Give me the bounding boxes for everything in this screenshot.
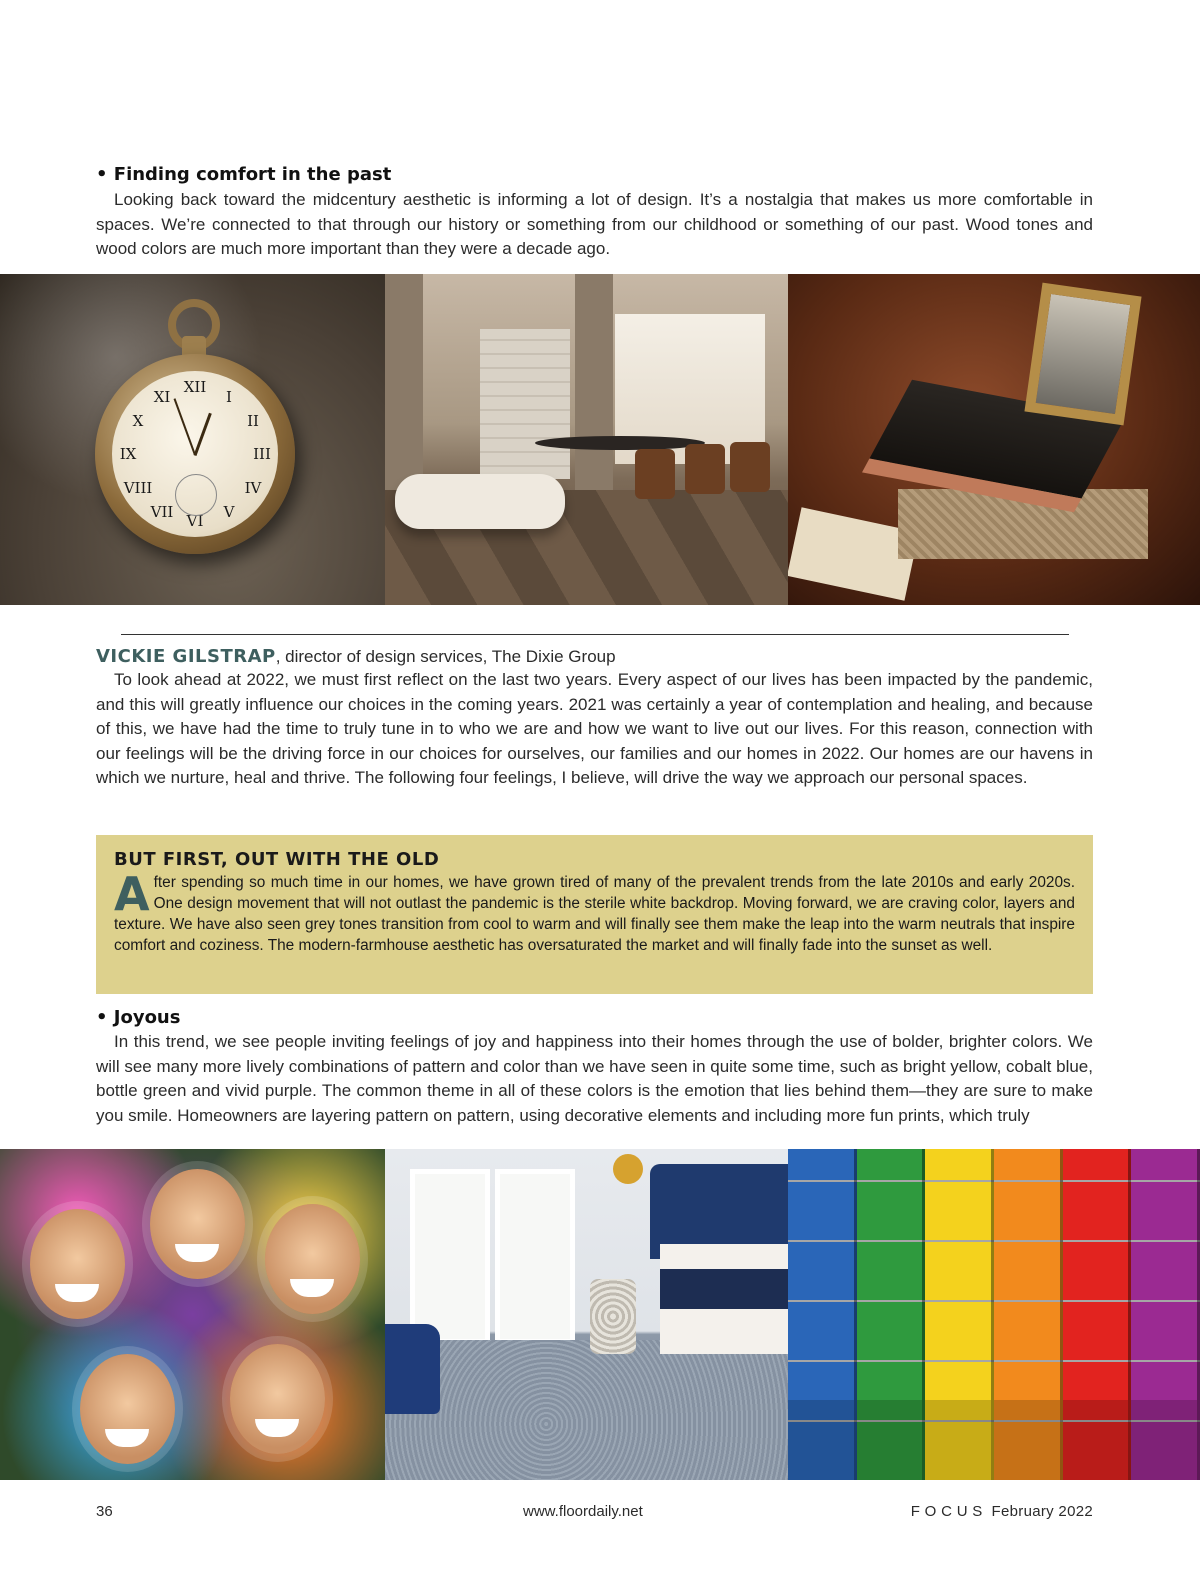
callout-dropcap: A [114, 867, 150, 921]
side-table [590, 1279, 636, 1354]
callout-title: BUT FIRST, OUT WITH THE OLD [114, 849, 440, 870]
photo-row-joyous [0, 1149, 1200, 1480]
rainbow-plank [857, 1149, 926, 1480]
section-heading-comfort: • Finding comfort in the past [96, 164, 392, 185]
callout-box [96, 835, 1093, 994]
rainbow-wood-planks-photo [788, 1149, 1200, 1480]
photo-row-nostalgia [0, 274, 1200, 605]
patterned-carpet [385, 1340, 788, 1480]
smiling-face [30, 1209, 125, 1319]
page-number: 36 [96, 1503, 113, 1520]
curved-sofa [395, 474, 565, 529]
bedroom-window [410, 1169, 490, 1344]
pocket-watch-photo [0, 274, 385, 605]
intro-paragraph: To look ahead at 2022, we must first reflect on the last two years. Every aspect of our lives has been impacted by the pandemic, and this will greatly influence our choices in the coming years. 2021 was certainly a year of contemplation and healing, and because of this, we have had the time to truly tune in to who we are and how we want to live out our lives. For this reason, connection with our feelings will be the driving force in our choices for ourselves, our families and our homes in 2022. Our homes are our havens in which we nurture, heal and thrive. The following four feelings, I believe, will drive the way we approach our personal spaces. [96, 670, 1093, 787]
website-url[interactable]: www.floordaily.net [523, 1503, 643, 1520]
callout-text: fter spending so much time in our homes, we have grown tired of many of the prevalent trends from the late 2010s and early 2020s. One design movement that will not outlast the pandemic is the sterile white backdrop. Moving forward, we are craving color, layers and texture. We have also seen grey tones transition from cool to warm and will finally see them make the leap into the warm neutrals that inspire comfort and coziness. The modern-farmhouse aesthetic has oversaturated the market and will finally fade into the sunset as well. [114, 874, 1075, 954]
section-body-joyous [96, 1030, 1093, 1128]
gold-pendant-lamp [613, 1154, 643, 1184]
section-body-comfort [96, 188, 1093, 262]
publication-issue: F O C U S February 2022 [910, 1503, 1093, 1520]
dining-chair [730, 442, 770, 492]
byline-name: VICKIE GILSTRAP [96, 646, 276, 667]
rainbow-plank [788, 1149, 857, 1480]
blue-armchair [385, 1324, 440, 1414]
rainbow-plank [994, 1149, 1063, 1480]
watch-numerals: XII III VI IX I II IV V VII VIII X XI [119, 378, 271, 530]
byline [96, 646, 616, 669]
color-powder-friends-photo [0, 1149, 385, 1480]
watch-sub-dial [175, 474, 217, 516]
ornate-photo-frame [1024, 283, 1141, 426]
smiling-face [150, 1169, 245, 1279]
rainbow-plank [925, 1149, 994, 1480]
byline-role: , director of design services, The Dixie Group [275, 647, 616, 666]
brick-wall [480, 329, 570, 479]
smiling-face [230, 1344, 325, 1454]
callout-body [114, 867, 1075, 956]
bedroom-window [495, 1169, 575, 1344]
keepsake-photo [788, 274, 1200, 605]
rainbow-plank [1131, 1149, 1200, 1480]
section-heading-joyous: • Joyous [96, 1007, 181, 1028]
blue-bedroom-photo [385, 1149, 788, 1480]
section-divider [121, 634, 1069, 635]
paragraph-joyous: In this trend, we see people inviting feelings of joy and happiness into their homes through the use of bolder, brighter colors. We will see many more lively combinations of pattern and color than we have seen in quite some time, such as bright yellow, cobalt blue, bottle green and vivid purple. The common theme in all of these colors is the emotion that lies behind them—they are sure to make you smile. Homeowners are layering pattern on pattern, using decorative elements and including more fun prints, which truly [96, 1032, 1093, 1125]
smiling-face [265, 1204, 360, 1314]
smiling-face [80, 1354, 175, 1464]
dining-chair [685, 444, 725, 494]
dining-interior-photo [385, 274, 788, 605]
paragraph-comfort: Looking back toward the midcentury aesthetic is informing a lot of design. It’s a nostalgia that makes us more comfortable in spaces. We’re connected to that through our history or something from our childhood or something of our past. Wood tones and wood colors are much more important than they were a decade ago. [96, 190, 1093, 258]
navy-blanket [660, 1269, 788, 1309]
dining-table [535, 436, 705, 450]
rainbow-plank [1063, 1149, 1132, 1480]
intro-body [96, 668, 1093, 791]
dining-chair [635, 449, 675, 499]
